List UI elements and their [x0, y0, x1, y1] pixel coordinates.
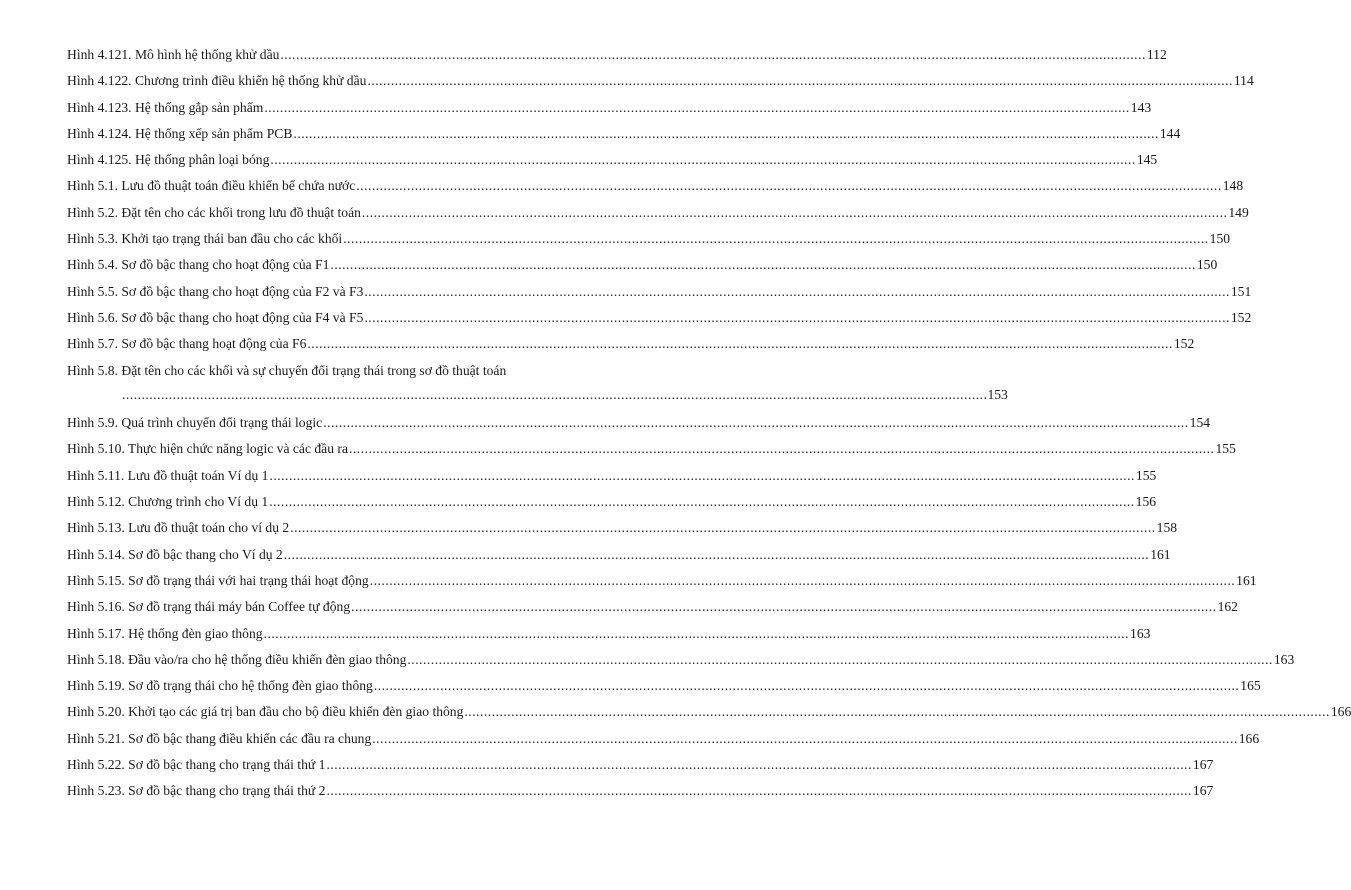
toc-entry[interactable]	[67, 231, 1231, 257]
toc-entry-page: 156	[1135, 494, 1157, 510]
toc-entry[interactable]	[67, 467, 1157, 494]
toc-entry-page: 165	[1240, 678, 1261, 694]
toc-leader-dots	[351, 599, 1216, 615]
toc-leader-dots	[280, 47, 1145, 63]
toc-entry-page: 152	[1173, 336, 1195, 352]
toc-leader-dots	[349, 441, 1214, 457]
toc-leader-dots	[364, 284, 1229, 300]
toc-entry-title: Hình 5.2. Đặt tên cho các khối trong lưu đồ thuật toán	[67, 204, 361, 220]
toc-entry[interactable]	[67, 415, 1211, 441]
toc-entry[interactable]	[67, 572, 1257, 599]
toc-entry[interactable]	[67, 309, 1252, 336]
toc-entry[interactable]	[67, 494, 1157, 520]
toc-entry-title: Hình 5.20. Khởi tạo các giá trị ban đầu cho bộ điều khiển đèn giao thông	[67, 704, 464, 720]
toc-entry-title: Hình 5.7. Sơ đồ bậc thang hoạt động của F6	[67, 336, 307, 352]
toc-entry-page: 155	[1135, 467, 1157, 483]
toc-leader-dots	[364, 310, 1229, 326]
toc-entry-page: 150	[1196, 257, 1218, 273]
toc-leader-dots	[323, 415, 1188, 431]
toc-leader-dots	[370, 573, 1235, 589]
toc-entry-title: Hình 5.1. Lưu đồ thuật toán điều khiển bể chứa nước	[67, 178, 356, 194]
toc-entry-title: Hình 5.22. Sơ đồ bậc thang cho trạng thái thứ 1	[67, 757, 326, 773]
toc-entry-title: Hình 5.17. Hệ thống đèn giao thông	[67, 625, 263, 641]
toc-leader-dots	[362, 205, 1227, 221]
toc-entry[interactable]	[67, 783, 1214, 809]
toc-entry[interactable]	[67, 152, 1158, 178]
toc-entry-title: Hình 5.9. Quá trình chuyển đổi trạng thái logic	[67, 415, 323, 431]
toc-leader-dots	[330, 257, 1195, 273]
toc-leader-dots	[326, 757, 1191, 773]
toc-entry[interactable]	[67, 757, 1214, 783]
toc-leader-dots	[407, 652, 1272, 668]
toc-entry-page: 151	[1230, 283, 1252, 299]
toc-leader-dots	[269, 494, 1134, 510]
toc-entry[interactable]	[67, 125, 1181, 152]
toc-entry-title: Hình 5.11. Lưu đồ thuật toán Ví dụ 1	[67, 467, 269, 483]
toc-entry[interactable]	[67, 257, 1218, 283]
toc-entry-page: 145	[1136, 152, 1158, 168]
toc-entry-page: 161	[1236, 572, 1257, 588]
toc-entry[interactable]	[67, 599, 1238, 625]
toc-entry-page: 112	[1146, 47, 1167, 62]
toc-entry[interactable]	[67, 283, 1252, 310]
toc-entry[interactable]	[67, 730, 1260, 757]
toc-entry-title: Hình 5.19. Sơ đồ trạng thái cho hệ thống đèn giao thông	[67, 678, 373, 694]
toc-leader-dots	[356, 178, 1221, 194]
toc-entry-title: Hình 5.23. Sơ đồ bậc thang cho trạng thái thứ 2	[67, 783, 326, 799]
toc-entry-page: 114	[1233, 73, 1254, 89]
toc-entry-title: Hình 5.6. Sơ đồ bậc thang cho hoạt động của F4 và F5	[67, 309, 364, 325]
toc-entry-page: 163	[1130, 625, 1151, 641]
toc-entry-title: Hình 4.124. Hệ thống xếp sản phẩm PCB	[67, 125, 293, 141]
toc-entry[interactable]	[67, 336, 1195, 362]
toc-leader-dots	[367, 73, 1232, 89]
toc-leader-dots	[284, 547, 1149, 563]
toc-leader-dots	[326, 783, 1191, 799]
toc-leader-dots	[372, 731, 1237, 747]
toc-entry[interactable]	[67, 441, 1236, 467]
toc-entry-title: Hình 4.122. Chương trình điều khiển hệ thống khử dầu	[67, 73, 367, 89]
toc-entry-title: Hình 5.16. Sơ đồ trạng thái máy bán Coffee tự động	[67, 599, 351, 615]
toc-entry[interactable]	[67, 546, 1171, 573]
toc-entry-page: 144	[1159, 125, 1181, 141]
toc-leader-dots	[464, 704, 1329, 720]
toc-entry-page: 150	[1209, 231, 1231, 247]
toc-entry-title: Hình 5.3. Khởi tạo trạng thái ban đầu cho các khối	[67, 231, 343, 247]
toc-leader-dots	[374, 678, 1239, 694]
toc-entry-title: Hình 5.18. Đầu vào/ra cho hệ thống điều khiển đèn giao thông	[67, 651, 407, 667]
toc-entry-title: Hình 4.123. Hệ thống gắp sản phẩm	[67, 99, 264, 115]
toc-entry-page: 167	[1192, 783, 1214, 799]
toc-entry-title: Hình 5.4. Sơ đồ bậc thang cho hoạt động của F1	[67, 257, 330, 273]
toc-entry-page: 152	[1230, 309, 1252, 325]
toc-entry-page: 166	[1330, 704, 1351, 720]
toc-entry-title: Hình 5.13. Lưu đồ thuật toán cho ví dụ 2	[67, 520, 290, 536]
toc-entry[interactable]	[67, 204, 1249, 231]
toc-leader-dots	[343, 231, 1208, 247]
toc-entry-page: 155	[1215, 441, 1236, 457]
toc-entry-title: Hình 5.8. Đặt tên cho các khối và sự chuyển đổi trạng thái trong sơ đồ thuật toán	[67, 362, 507, 378]
toc-entry[interactable]	[67, 678, 1261, 704]
toc-entry[interactable]	[67, 73, 1254, 99]
toc-entry-page: 167	[1192, 757, 1214, 773]
toc-entry-title: Hình 5.10. Thực hiện chức năng logic và các đầu ra	[67, 441, 348, 457]
toc-leader-dots	[122, 387, 987, 403]
toc-entry-page: 163	[1273, 651, 1295, 667]
toc-leader-dots	[293, 126, 1158, 142]
toc-entry-page: 158	[1156, 520, 1178, 536]
toc-entry-title: Hình 5.12. Chương trình cho Ví dụ 1	[67, 494, 269, 510]
toc-entry[interactable]	[67, 520, 1178, 546]
toc-leader-dots	[269, 468, 1134, 484]
toc-entry-page: 149	[1228, 204, 1249, 220]
toc-leader-dots	[270, 152, 1135, 168]
toc-entry-title: Hình 4.125. Hệ thống phân loại bóng	[67, 152, 270, 168]
toc-entry-page: 153	[987, 386, 1008, 402]
toc-leader-dots	[264, 626, 1129, 642]
toc-entry[interactable]	[67, 178, 1244, 204]
toc-entry-title: Hình 5.15. Sơ đồ trạng thái với hai trạng thái hoạt động	[67, 572, 369, 588]
toc-entry-title: Hình 5.21. Sơ đồ bậc thang điều khiển các đầu ra chung	[67, 730, 372, 746]
toc-entry[interactable]	[67, 625, 1151, 652]
toc-entry-page: 154	[1189, 415, 1211, 431]
toc-leader-dots	[290, 520, 1155, 536]
toc-entry[interactable]	[67, 99, 1152, 126]
toc-entry-title: Hình 5.5. Sơ đồ bậc thang cho hoạt động của F2 và F3	[67, 283, 364, 299]
toc-entry-page: 143	[1130, 99, 1152, 115]
toc-entry[interactable]	[67, 47, 1167, 73]
table-of-figures	[67, 47, 1351, 810]
toc-entry[interactable]	[67, 362, 1008, 416]
toc-leader-dots	[264, 100, 1129, 116]
toc-entry-page: 161	[1150, 546, 1171, 562]
toc-entry-page: 166	[1238, 730, 1260, 746]
toc-entry[interactable]	[67, 704, 1351, 730]
toc-entry-page: 148	[1222, 178, 1244, 194]
toc-entry-title: Hình 4.121. Mô hình hệ thống khử dầu	[67, 47, 280, 62]
toc-entry-title: Hình 5.14. Sơ đồ bậc thang cho Ví dụ 2	[67, 546, 283, 562]
toc-leader-dots	[307, 336, 1172, 352]
toc-entry[interactable]	[67, 651, 1295, 678]
toc-entry-page: 162	[1217, 599, 1238, 615]
